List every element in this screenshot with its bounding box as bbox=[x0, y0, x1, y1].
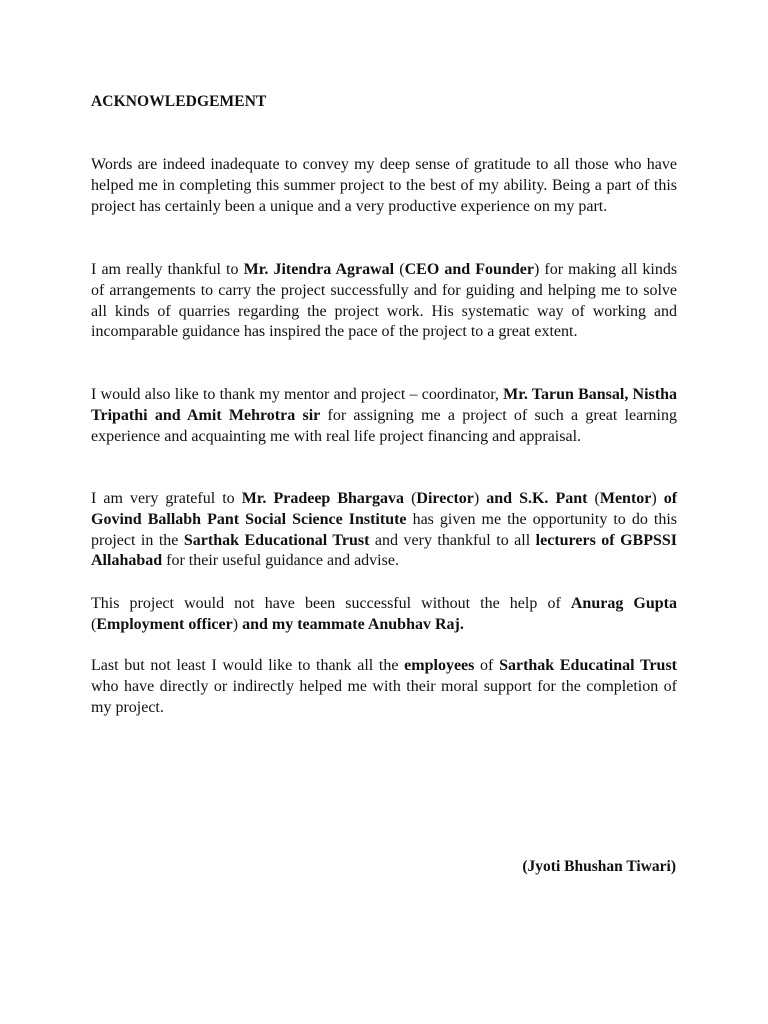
paragraph-text: has given me the opportunity to do this project in the bbox=[91, 510, 677, 549]
paragraph-text: I am really thankful to bbox=[91, 261, 244, 278]
paragraph-text: ) for making all kinds of arrangements to carry the project successfully and for guiding and helping me to solve all kinds of quarries regarding the project work. His systematic way of working and incomparable guidance has inspired the pace of the project to a great extent. bbox=[91, 261, 678, 341]
paragraph-director-thanks bbox=[91, 489, 677, 572]
paragraph-gratitude bbox=[91, 155, 677, 217]
person-name: Anurag Gupta bbox=[570, 595, 677, 612]
paragraph-text: and very thankful to all bbox=[369, 531, 536, 549]
person-name: and S.K. Pant bbox=[486, 490, 588, 507]
organization-name: Sarthak Educatinal Trust bbox=[499, 657, 678, 674]
role-title: Director bbox=[416, 490, 474, 507]
role-title: CEO and Founder bbox=[404, 261, 534, 278]
paragraph-text: of bbox=[474, 657, 500, 674]
paragraph-text: ( bbox=[91, 615, 97, 633]
paragraph-text: ( bbox=[404, 490, 417, 507]
paragraph-text: Words are indeed inadequate to convey my deep sense of gratitude to all those who have helped me in completing this summer project to the best of my ability. Being a part of this project has certainly been a unique and a very productive experience on my part. bbox=[91, 156, 677, 215]
person-name: and my teammate Anubhav Raj. bbox=[242, 615, 464, 633]
paragraph-text: ( bbox=[394, 261, 405, 278]
institute-name: of Govind Ballabh Pant Social Science Institute bbox=[91, 490, 678, 528]
role-title: Mentor bbox=[599, 490, 652, 507]
paragraph-employees-thanks bbox=[91, 656, 677, 718]
paragraph-mentor-thanks bbox=[91, 385, 677, 447]
group-name: employees bbox=[404, 657, 475, 674]
paragraph-text: ( bbox=[587, 490, 600, 507]
paragraph-ceo-thanks bbox=[91, 260, 677, 343]
paragraph-text: ) bbox=[651, 490, 664, 507]
person-name: Mr. Jitendra Agrawal bbox=[243, 261, 395, 278]
person-names: Mr. Tarun Bansal, Nistha Tripathi and Amit Mehrotra sir bbox=[91, 386, 678, 424]
person-name: Mr. Pradeep Bhargava bbox=[241, 490, 405, 507]
author-signature: (Jyoti Bhushan Tiwari) bbox=[522, 858, 676, 875]
paragraph-text: This project would not have been successful without the help of bbox=[91, 595, 571, 612]
organization-name: Sarthak Educational Trust bbox=[183, 531, 370, 549]
paragraph-team-thanks bbox=[91, 594, 677, 636]
paragraph-text: I would also like to thank my mentor and project – coordinator, bbox=[91, 386, 504, 403]
paragraph-text: Last but not least I would like to thank all the bbox=[91, 657, 405, 674]
page-title: ACKNOWLEDGEMENT bbox=[91, 93, 267, 110]
paragraph-text: ) bbox=[473, 490, 487, 507]
paragraph-text: for assigning me a project of such a great learning experience and acquainting me with real life project financing and appraisal. bbox=[91, 406, 678, 445]
paragraph-text: ) bbox=[232, 615, 243, 633]
paragraph-text: who have directly or indirectly helped me with their moral support for the completion of my project. bbox=[91, 677, 677, 716]
paragraph-text: I am very grateful to bbox=[91, 490, 242, 507]
role-title: Employment officer bbox=[96, 615, 233, 633]
paragraph-text: for their useful guidance and advise. bbox=[162, 552, 399, 570]
organization-name: lecturers of GBPSSI Allahabad bbox=[91, 531, 678, 570]
